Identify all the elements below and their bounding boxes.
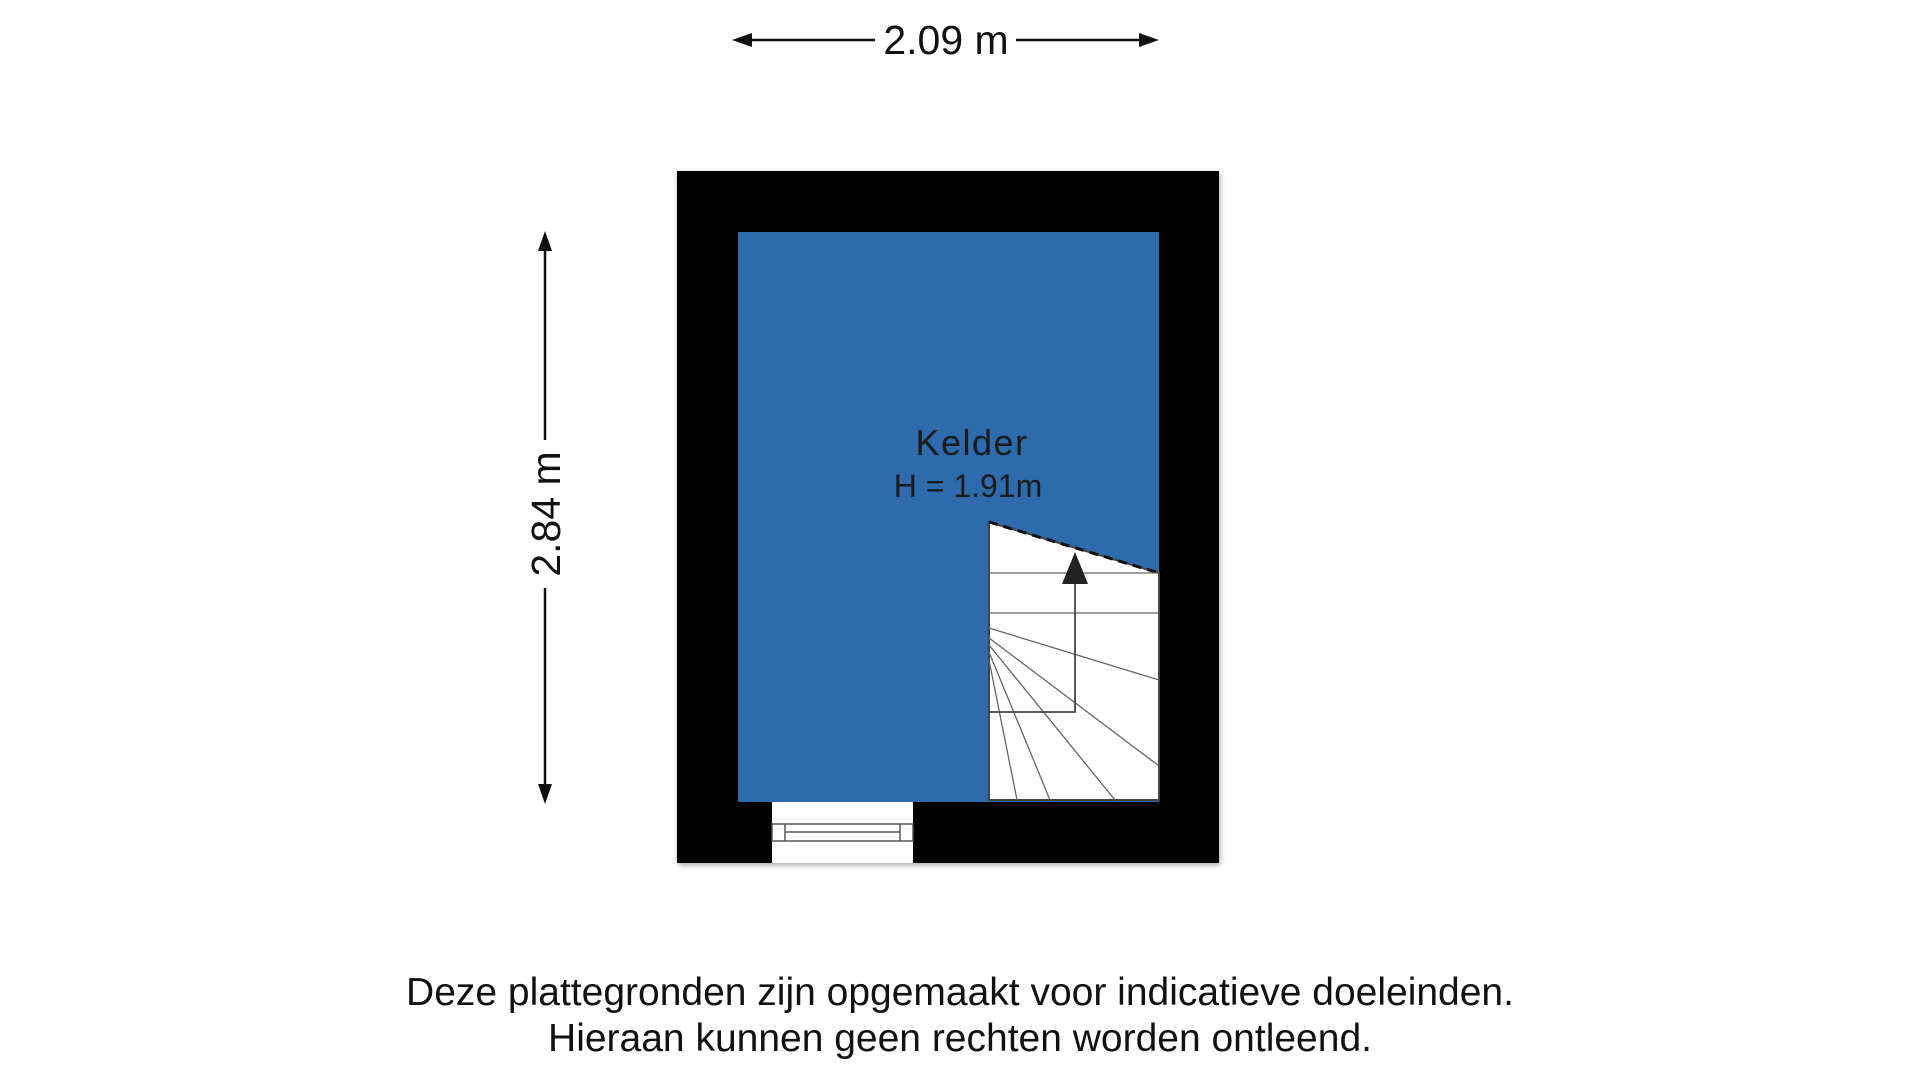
depth-label: 2.84 m xyxy=(523,451,569,577)
room-height: H = 1.91m xyxy=(893,468,1043,504)
disclaimer-line-1: Deze plattegronden zijn opgemaakt voor indicatieve doeleinden. xyxy=(406,971,1514,1014)
door-opening xyxy=(772,802,913,863)
room-name: Kelder xyxy=(915,422,1029,463)
width-dimension xyxy=(732,17,1159,63)
arrow-down-dim-icon xyxy=(538,784,552,804)
disclaimer-line-2: Hieraan kunnen geen rechten worden ontleend. xyxy=(548,1017,1372,1060)
depth-dimension xyxy=(523,231,569,804)
width-label: 2.09 m xyxy=(883,17,1009,63)
arrow-right-icon xyxy=(1139,33,1159,47)
arrow-up-dim-icon xyxy=(538,231,552,251)
arrow-left-icon xyxy=(732,33,752,47)
